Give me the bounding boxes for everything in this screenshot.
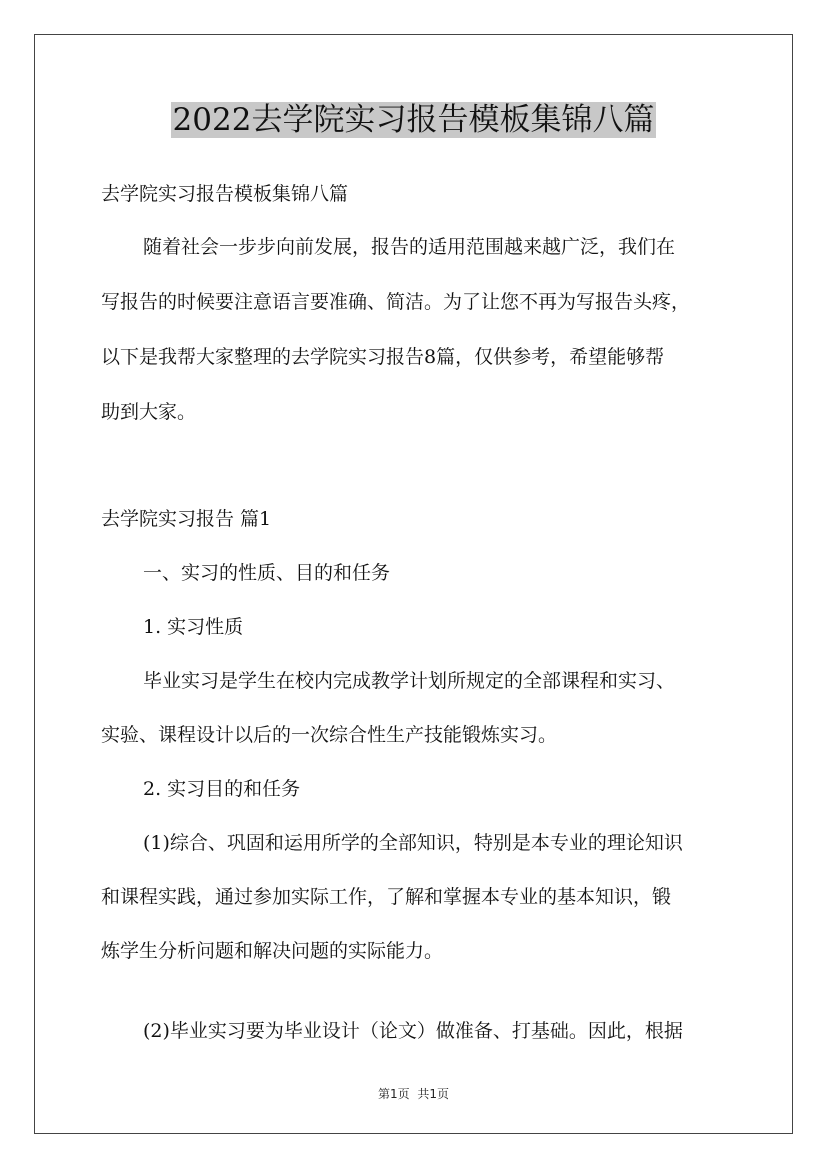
paragraph-line: 写报告的时候要注意语言要准确、简洁。为了让您不再为写报告头疼， (101, 291, 691, 313)
subtitle-line: 去学院实习报告模板集锦八篇 (101, 183, 349, 205)
page-footer (0, 1085, 827, 1102)
subsection-heading: 一、实习的性质、目的和任务 (143, 562, 391, 584)
document-title (0, 100, 827, 140)
section-heading: 去学院实习报告 篇1 (101, 508, 272, 530)
title-text: 2022去学院实习报告模板集锦八篇 (172, 102, 655, 138)
paragraph-line: 随着社会一步步向前发展，报告的适用范围越来越广泛，我们在 (143, 236, 676, 258)
page-number: 第1页 (377, 1087, 410, 1101)
paragraph-line: 实验、课程设计以后的一次综合性生产技能锻炼实习。 (101, 724, 558, 746)
paragraph-line: 毕业实习是学生在校内完成教学计划所规定的全部课程和实习、 (143, 670, 676, 692)
paragraph-line: (2)毕业实习要为毕业设计（论文）做准备、打基础。因此，根据 (143, 1020, 683, 1042)
numbered-heading: 1. 实习性质 (143, 616, 244, 638)
paragraph-line: 助到大家。 (101, 401, 197, 423)
paragraph-line: (1)综合、巩固和运用所学的全部知识，特别是本专业的理论知识 (143, 832, 683, 854)
page-total: 共1页 (417, 1087, 450, 1101)
paragraph-line: 以下是我帮大家整理的去学院实习报告8篇，仅供参考，希望能够帮 (101, 346, 665, 368)
paragraph-line: 和课程实践，通过参加实际工作，了解和掌握本专业的基本知识，锻 (101, 886, 672, 908)
paragraph-line: 炼学生分析问题和解决问题的实际能力。 (101, 940, 444, 962)
numbered-heading: 2. 实习目的和任务 (143, 778, 301, 800)
